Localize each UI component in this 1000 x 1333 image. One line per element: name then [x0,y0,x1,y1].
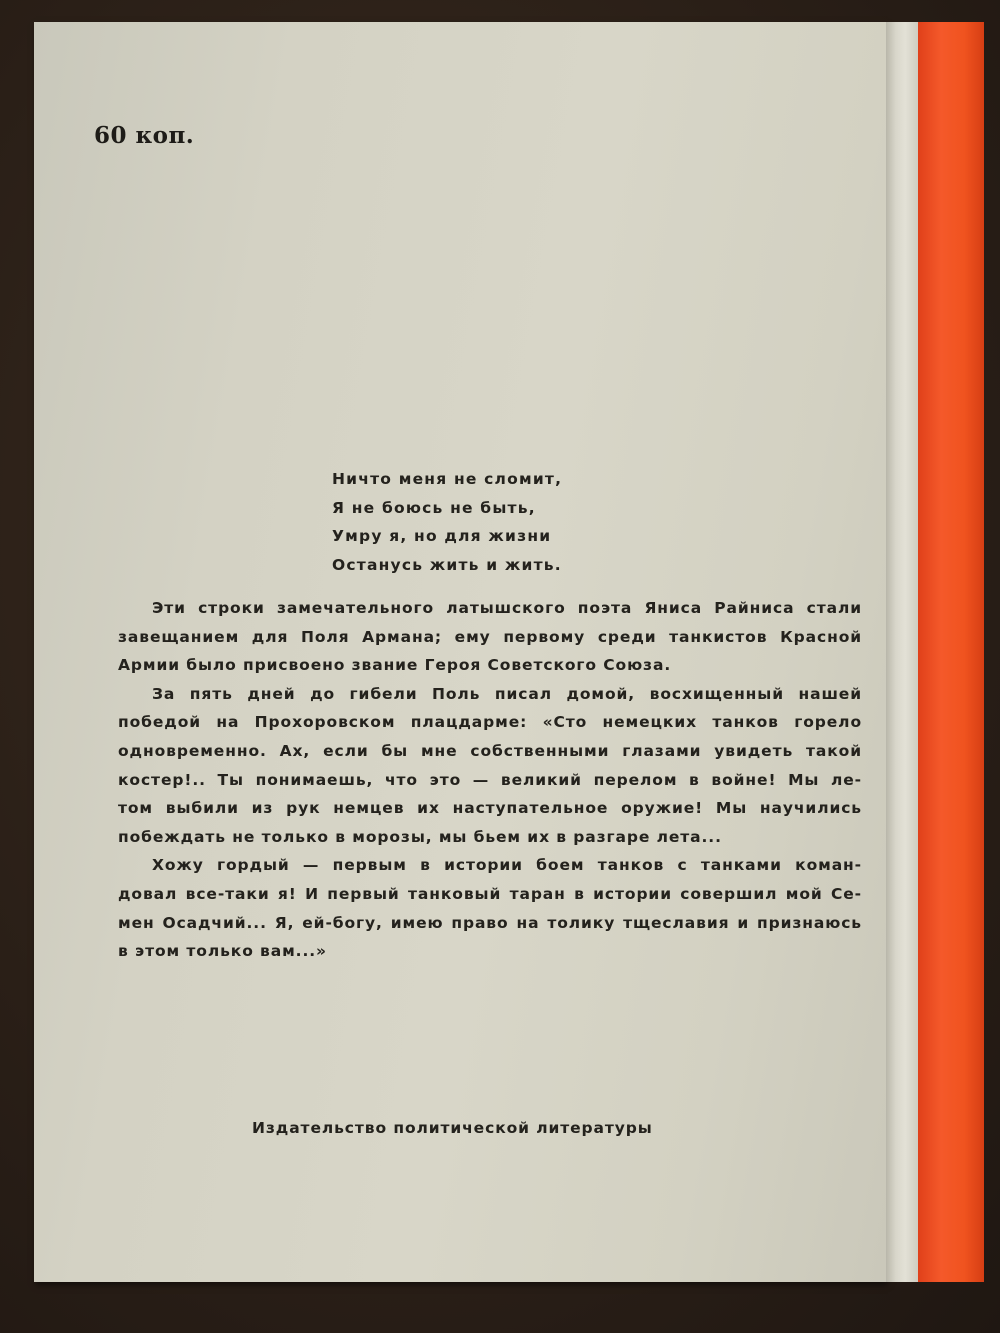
body-line: одновременно. Ах, если бы мне собственными глазами увидеть такой [118,741,862,760]
poem-line: Умру я, но для жизни [332,527,552,545]
body-line: завещанием для Поля Армана; ему первому среди танкистов Красной [118,627,862,646]
publisher-name: Издательство политической литературы [252,1119,653,1137]
body-line: в этом только вам...» [118,942,327,961]
body-line: За пять дней до гибели Поль писал домой, восхищенный нашей [152,684,862,703]
page-edge [886,22,918,1282]
body-line: победой на Прохоровском плацдарме: «Сто немецких танков горело [118,713,862,732]
body-line: том выбили из рук немцев их наступательное оружие! Мы научились [118,799,862,818]
body-line: Эти строки замечательного латышского поэта Яниса Райниса стали [152,599,862,617]
body-line: мен Осадчий... Я, ей-богу, имею право на толику тщеславия и признаюсь [118,913,862,932]
body-line: побеждать не только в морозы, мы бьем их в разгаре лета... [118,827,722,846]
body-line: костер!.. Ты понимаешь, что это — великий перелом в войне! Мы ле- [118,770,862,789]
epigraph-poem [332,465,562,579]
body-line: Хожу гордый — первым в истории боем танков с танками коман- [152,856,862,875]
body-line: довал все-таки я! И первый танковый таран в истории совершил мой Се- [118,884,862,903]
body-line: Армии было присвоено звание Героя Советского Союза. [118,656,672,675]
body-text [118,594,862,966]
cover-panel [34,22,886,1282]
poem-line: Останусь жить и жить. [332,555,562,574]
poem-line: Я не боюсь не быть, [332,498,536,517]
poem-line: Ничто меня не сломит, [332,470,563,488]
price-label: 60 коп. [94,122,195,149]
book-back-cover [34,22,984,1282]
spine-stripe [918,22,984,1282]
